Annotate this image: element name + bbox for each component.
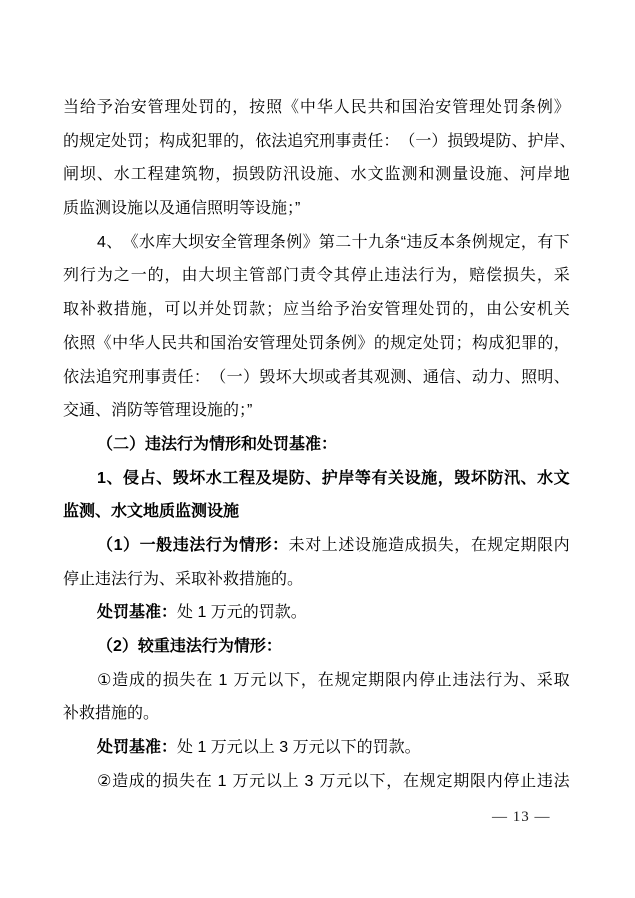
- section-heading: [63, 428, 570, 462]
- line-text: （2）较重违法行为情形：: [97, 638, 282, 655]
- text-line: （ 1 ） 一 般 违 法 行 为 情 形 ： 未 对 上 述 设 施 造 成 损 失 ， 在 规 定 期 限 内: [97, 536, 570, 554]
- text-line: [63, 697, 570, 731]
- text-line: 的 规 定 处 罚 ； 构 成 犯 罪 的 ， 依 法 追 究 刑 事 责 任 ： （ 一 ） 损 毁 堤 防 、 护 岸 、: [63, 132, 576, 150]
- text-line: [63, 394, 570, 428]
- document-body: [63, 91, 576, 798]
- text-line: 闸 坝 、 水 工 程 建 筑 物 ， 损 毁 防 汛 设 施 、 水 文 监 测 和 测 量 设 施 、 河 岸 地: [63, 166, 570, 184]
- text-line: [63, 731, 570, 765]
- text-line: ② 造 成 的 损 失 在 1 万 元 以 上 3 万 元 以 下 ， 在 规 定 期 限 内 停 止 违 法: [97, 772, 570, 790]
- subsection-heading: 1 、 侵 占 、 毁 坏 水 工 程 及 堤 防 、 护 岸 等 有 关 设 施 ， 毁 坏 防 汛 、 水 文: [97, 469, 570, 487]
- text-line: 取 补 救 措 施 ， 可 以 并 处 罚 款 ； 应 当 给 予 治 安 管 理 处 罚 的 ， 由 公 安 机 关: [63, 301, 570, 319]
- text-line: 列 行 为 之 一 的 ， 由 大 坝 主 管 部 门 责 令 其 停 止 违 法 行 为 ， 赔 偿 损 失 ， 采: [63, 267, 570, 285]
- line-text: 质监测设施以及通信照明等设施；”: [63, 200, 301, 218]
- page-number: — 13 —: [492, 809, 551, 825]
- line-text: 交通、消防等管理设施的；”: [63, 402, 253, 420]
- line-text: 停止违法行为、采取补救措施的。: [63, 570, 304, 588]
- line-text: 处 1 万元以上 3 万元以下的罚款。: [177, 739, 421, 757]
- text-line: 依 法 追 究 刑 事 责 任 ： （ 一 ） 毁 坏 大 坝 或 者 其 观 测 、 通 信 、 动 力 、 照 明 、: [63, 368, 570, 386]
- line-lead: 处罚基准：: [97, 739, 178, 757]
- text-line: 依 照 《 中 华 人 民 共 和 国 治 安 管 理 处 罚 条 例 》 的 规 定 处 罚 ； 构 成 犯 罪 的 ，: [63, 334, 570, 352]
- line-text: 补救措施的。: [63, 705, 160, 723]
- subsection-heading: [63, 495, 570, 529]
- text-line: 当 给 予 治 安 管 理 处 罚 的 ， 按 照 《 中 华 人 民 共 和 国 治 安 管 理 处 罚 条 例 》: [63, 99, 570, 116]
- line-lead: 处罚基准：: [97, 604, 178, 622]
- line-text: 处 1 万元的罚款。: [177, 604, 307, 622]
- text-line: [63, 596, 570, 630]
- text-line: [63, 192, 570, 226]
- line-text: （二）违法行为情形和处罚基准：: [97, 435, 338, 453]
- text-line: 4 、 《 水 库 大 坝 安 全 管 理 条 例 》 第 二 十 九 条 “ 违 反 本 条 例 规 定 ， 有 下: [97, 233, 570, 251]
- text-line: [63, 563, 570, 597]
- subsection-heading: [63, 630, 570, 664]
- line-text: 监测、水文地质监测设施: [63, 503, 240, 521]
- text-line: ① 造 成 的 损 失 在 1 万 元 以 下 ， 在 规 定 期 限 内 停 止 违 法 行 为 、 采 取: [97, 671, 570, 689]
